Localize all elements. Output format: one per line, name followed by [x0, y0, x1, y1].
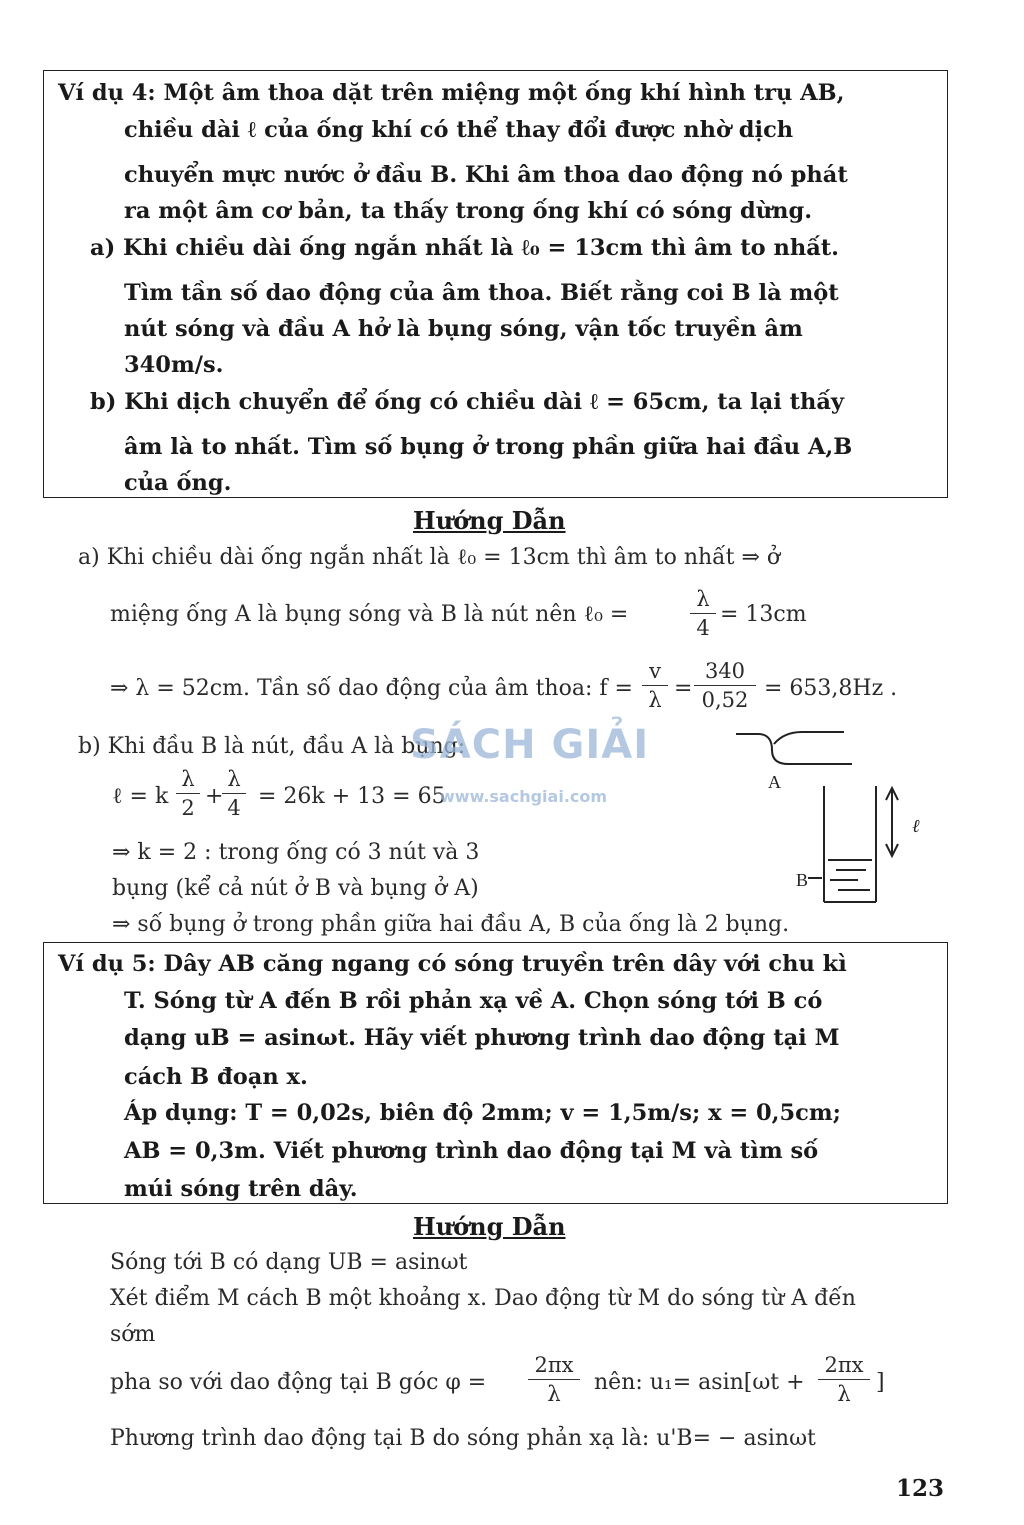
guide-4-b-line-5: ⇒ số bụng ở trong phần giữa hai đầu A, B của ống là 2 bụng. — [112, 912, 790, 937]
fraction-lambda-over-4 — [690, 588, 716, 639]
guide-4-b-line-1: b) Khi đầu B là nút, đầu A là bụng: — [78, 734, 466, 759]
fraction-denominator: 4 — [227, 796, 241, 820]
fraction-v-over-lambda — [642, 660, 668, 711]
example-4-line-1: Ví dụ 4: Một âm thoa dặt trên miệng một ống khí hình trụ AB, — [58, 80, 845, 106]
guide-4-a-line-2: miệng ống A là bụng sóng và B là nút nên ℓ₀ = — [110, 602, 629, 627]
example-5-line-6: AB = 0,3m. Viết phương trình dao động tại M và tìm số — [124, 1138, 819, 1164]
guide-4-b-line-4: bụng (kể cả nút ở B và bụng ở A) — [112, 876, 479, 901]
fraction-denominator: 0,52 — [701, 688, 749, 712]
fraction-bar — [222, 793, 246, 794]
guide-4-b-line-2-post: = 26k + 13 = 65 — [258, 784, 446, 809]
fraction-numerator: 2πx — [824, 1353, 864, 1377]
guide-5-line-4-end: ] — [876, 1370, 885, 1395]
fraction-numerator: 340 — [704, 659, 746, 683]
example-4-line-3: chuyển mực nước ở đầu B. Khi âm thoa dao động nó phát — [124, 162, 848, 188]
guide-5-line-2: Xét điểm M cách B một khoảng x. Dao động từ M do sóng từ A đến — [110, 1286, 856, 1311]
fraction-denominator: 2 — [181, 796, 195, 820]
example-4-line-7: nút sóng và đầu A hở là bụng sóng, vận tốc truyền âm — [124, 316, 803, 342]
fraction-u1 — [818, 1354, 870, 1405]
guide-4-a-line-3-result: = 653,8Hz . — [764, 676, 898, 701]
example-4-line-8: 340m/s. — [124, 352, 224, 378]
guide-5-line-5: Phương trình dao động tại B do sóng phản xạ là: u'B= − asinωt — [110, 1426, 816, 1451]
label-b: B — [796, 870, 809, 890]
guide-4-a-line-3-eq: = — [674, 676, 693, 701]
guide-4-heading: Hướng Dẫn — [413, 506, 566, 535]
example-4-line-11: của ống. — [124, 470, 232, 496]
guide-4-b-line-2-plus: + — [205, 784, 224, 809]
guide-4-b-line-2-pre: ℓ = k — [112, 784, 169, 809]
label-length: ℓ — [912, 816, 920, 836]
example-4-line-5: a) Khi chiều dài ống ngắn nhất là ℓ₀ = 13cm thì âm to nhất. — [90, 235, 840, 261]
fraction-lambda-over-4-b — [222, 768, 246, 819]
guide-5-line-4-mid: nên: u₁= asin[ωt + — [594, 1370, 805, 1395]
guide-5-line-3: sớm — [110, 1322, 156, 1347]
fraction-lambda-over-2 — [176, 768, 200, 819]
fraction-denominator: 4 — [696, 616, 710, 640]
example-4-line-2: chiều dài ℓ của ống khí có thể thay đổi được nhờ dịch — [124, 117, 794, 143]
fraction-bar — [528, 1379, 580, 1380]
fraction-numerator: λ — [227, 767, 241, 791]
fraction-bar — [176, 793, 200, 794]
guide-5-line-4-pre: pha so với dao động tại B góc φ = — [110, 1370, 487, 1395]
guide-5-heading: Hướng Dẫn — [413, 1212, 566, 1241]
example-5-line-5: Áp dụng: T = 0,02s, biên độ 2mm; v = 1,5m/s; x = 0,5cm; — [124, 1100, 841, 1126]
fraction-bar — [818, 1379, 870, 1380]
guide-4-b-line-3: ⇒ k = 2 : trong ống có 3 nút và 3 — [112, 840, 480, 865]
example-4-line-4: ra một âm cơ bản, ta thấy trong ống khí có sóng dừng. — [124, 198, 813, 224]
page-number: 123 — [895, 1475, 944, 1502]
fraction-bar — [642, 685, 668, 686]
fraction-bar — [690, 613, 716, 614]
fraction-numerator: λ — [696, 587, 710, 611]
guide-4-a-line-3: ⇒ λ = 52cm. Tần số dao động của âm thoa: f = — [110, 676, 633, 701]
fraction-numerator: λ — [181, 767, 195, 791]
fraction-numerator: v — [649, 659, 661, 683]
watermark-brand: SÁCH GIẢI — [410, 722, 650, 768]
fraction-phi — [528, 1354, 580, 1405]
example-4-line-10: âm là to nhất. Tìm số bụng ở trong phần giữa hai đầu A,B — [124, 434, 853, 460]
example-5-line-1: Ví dụ 5: Dây AB căng ngang có sóng truyền trên dây với chu kì — [58, 951, 847, 977]
tuning-fork-lower-prong — [736, 734, 852, 764]
fraction-denominator: λ — [547, 1382, 561, 1406]
guide-4-a-line-2-result: = 13cm — [720, 602, 807, 627]
fraction-bar — [694, 685, 756, 686]
fraction-denominator: λ — [837, 1382, 851, 1406]
example-5-line-3: dạng uB = asinωt. Hãy viết phương trình dao động tại M — [124, 1025, 840, 1051]
tuning-fork-upper-prong — [774, 732, 844, 744]
example-4-line-6: Tìm tần số dao động của âm thoa. Biết rằng coi B là một — [124, 280, 839, 306]
guide-4-a-line-1: a) Khi chiều dài ống ngắn nhất là ℓ₀ = 13cm thì âm to nhất ⇒ ở — [78, 545, 781, 570]
tube-figure — [728, 720, 928, 920]
example-5-line-4: cách B đoạn x. — [124, 1064, 308, 1090]
fraction-denominator: λ — [648, 688, 662, 712]
example-4-line-9: b) Khi dịch chuyển để ống có chiều dài ℓ = 65cm, ta lại thấy — [90, 389, 844, 415]
guide-5-line-1: Sóng tới B có dạng UB = asinωt — [110, 1250, 468, 1275]
label-a: A — [768, 772, 781, 792]
fraction-numerator: 2πx — [534, 1353, 574, 1377]
watermark-url: www.sachgiai.com — [440, 787, 608, 806]
fraction-340-over-052 — [694, 660, 756, 711]
example-5-line-2: T. Sóng từ A đến B rồi phản xạ về A. Chọn sóng tới B có — [124, 988, 823, 1014]
example-5-line-7: múi sóng trên dây. — [124, 1176, 358, 1202]
